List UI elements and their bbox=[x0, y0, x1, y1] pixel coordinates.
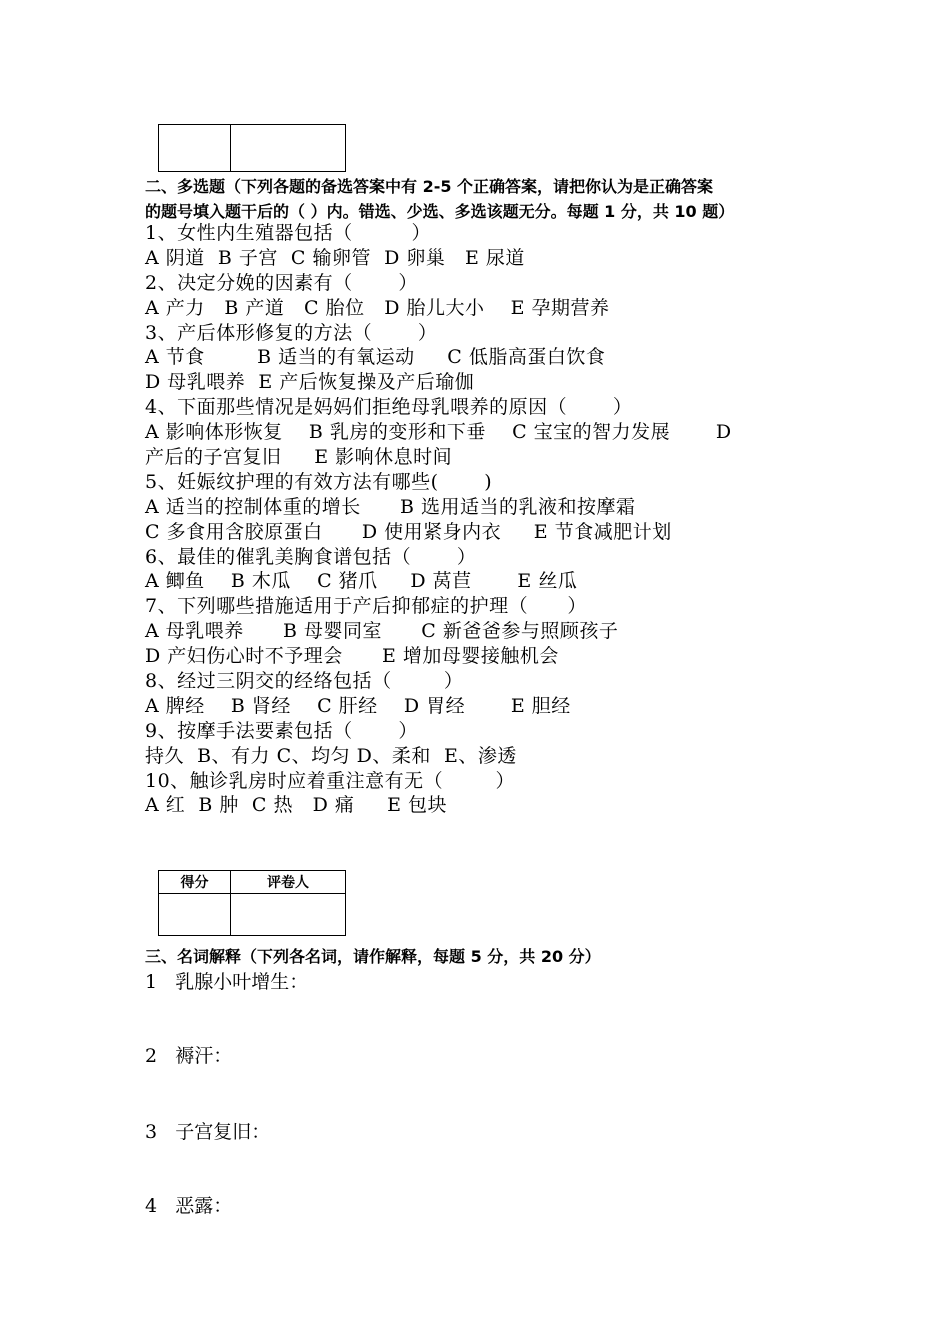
score-cell bbox=[159, 894, 231, 936]
section-2-title-line-1: 二、多选题（下列各题的备选答案中有 2-5 个正确答案，请把你认为是正确答案 bbox=[145, 177, 714, 196]
question-line: 10、触诊乳房时应着重注意有无（ ） bbox=[145, 769, 515, 792]
options-line: A 母乳喂养 B 母婴同室 C 新爸爸参与照顾孩子 bbox=[145, 620, 619, 643]
grader-header: 评卷人 bbox=[231, 871, 346, 894]
options-line: A 产力 B 产道 C 胎位 D 胎儿大小 E 孕期营养 bbox=[145, 296, 610, 319]
score-cell bbox=[159, 125, 231, 172]
grader-cell bbox=[231, 894, 346, 936]
options-line: A 鲫鱼 B 木瓜 C 猪爪 D 莴苣 E 丝瓜 bbox=[145, 570, 578, 593]
options-line: A 阴道 B 子宫 C 输卵管 D 卵巢 E 尿道 bbox=[145, 246, 525, 269]
term-item: 1 乳腺小叶增生： bbox=[145, 971, 309, 993]
question-line: 6、最佳的催乳美胸食谱包括（ ） bbox=[145, 545, 477, 568]
section-2-title bbox=[145, 174, 825, 224]
options-line: D 母乳喂养 E 产后恢复操及产后瑜伽 bbox=[145, 371, 475, 394]
question-line: 2、决定分娩的因素有（ ） bbox=[145, 271, 418, 294]
question-line: 3、产后体形修复的方法（ ） bbox=[145, 321, 438, 344]
multiple-choice-questions bbox=[145, 221, 825, 818]
options-line: A 脾经 B 肾经 C 肝经 D 胃经 E 胆经 bbox=[145, 694, 571, 717]
options-line: A 影响体形恢复 B 乳房的变形和下垂 C 宝宝的智力发展 D bbox=[145, 421, 732, 444]
options-line: A 节食 B 适当的有氧运动 C 低脂高蛋白饮食 bbox=[145, 346, 606, 369]
section-3-title: 三、名词解释（下列各名词，请作解释，每题 5 分，共 20 分） bbox=[145, 947, 601, 966]
term-item: 3 子宫复旧： bbox=[145, 1121, 271, 1143]
question-line: 1、女性内生殖器包括（ ） bbox=[145, 222, 431, 244]
options-line: 产后的子宫复旧 E 影响休息时间 bbox=[145, 446, 453, 469]
options-line: A 适当的控制体重的增长 B 选用适当的乳液和按摩霜 bbox=[145, 495, 636, 518]
options-line: D 产妇伤心时不予理会 E 增加母婴接触机会 bbox=[145, 645, 559, 668]
score-header: 得分 bbox=[159, 871, 231, 894]
question-line: 7、下列哪些措施适用于产后抑郁症的护理（ ） bbox=[145, 595, 587, 618]
options-line: 持久 B、有力 C、均匀 D、柔和 E、渗透 bbox=[145, 744, 517, 767]
section-2-title-line-2: 的题号填入题干后的（ ）内。错选、少选、多选该题无分。每题 1 分，共 10 题） bbox=[145, 202, 735, 221]
question-line: 9、按摩手法要素包括（ ） bbox=[145, 719, 418, 742]
term-item: 2 褥汗： bbox=[145, 1045, 233, 1067]
grader-cell bbox=[231, 125, 346, 172]
question-line: 4、下面那些情况是妈妈们拒绝母乳喂养的原因（ ） bbox=[145, 396, 633, 419]
question-line: 5、妊娠纹护理的有效方法有哪些( ) bbox=[145, 470, 493, 493]
options-line: C 多食用含胶原蛋白 D 使用紧身内衣 E 节食减肥计划 bbox=[145, 520, 672, 543]
options-line: A 红 B 肿 C 热 D 痛 E 包块 bbox=[145, 794, 447, 817]
score-box-bottom bbox=[158, 870, 346, 936]
question-line: 8、经过三阴交的经络包括（ ） bbox=[145, 670, 464, 693]
score-box-top bbox=[158, 124, 346, 172]
term-item: 4 恶露： bbox=[145, 1195, 233, 1217]
